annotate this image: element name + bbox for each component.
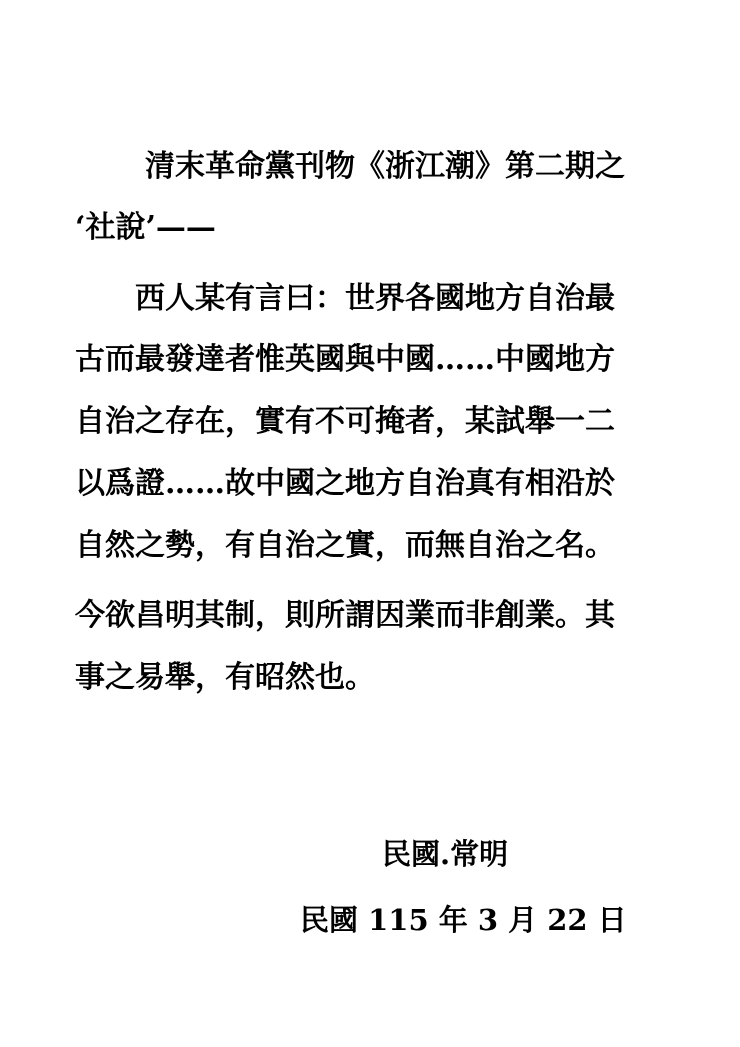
body-line-1: 西人某有言曰：世界各國地方自治最	[135, 281, 615, 316]
signature: 民國.常明	[382, 837, 509, 871]
body-line-3: 自治之存在，實有不可掩者，某試舉一二	[75, 404, 615, 439]
body-line-4: 以爲證……故中國之地方自治真有相沿於	[75, 466, 615, 501]
heading-line-2: ‘社說’——	[75, 210, 216, 245]
body-line-7: 事之易舉，有昭然也。	[75, 660, 375, 695]
body-line-2: 古而最發達者惟英國與中國……中國地方	[75, 342, 615, 377]
body-line-5: 自然之勢，有自治之實，而無自治之名。	[75, 528, 615, 563]
date-line: 民國 115 年 3 月 22 日	[300, 903, 627, 937]
body-line-6: 今欲昌明其制，則所謂因業而非創業。其	[75, 598, 615, 633]
heading-line-1: 清末革命黨刊物《浙江潮》第二期之	[145, 149, 625, 184]
